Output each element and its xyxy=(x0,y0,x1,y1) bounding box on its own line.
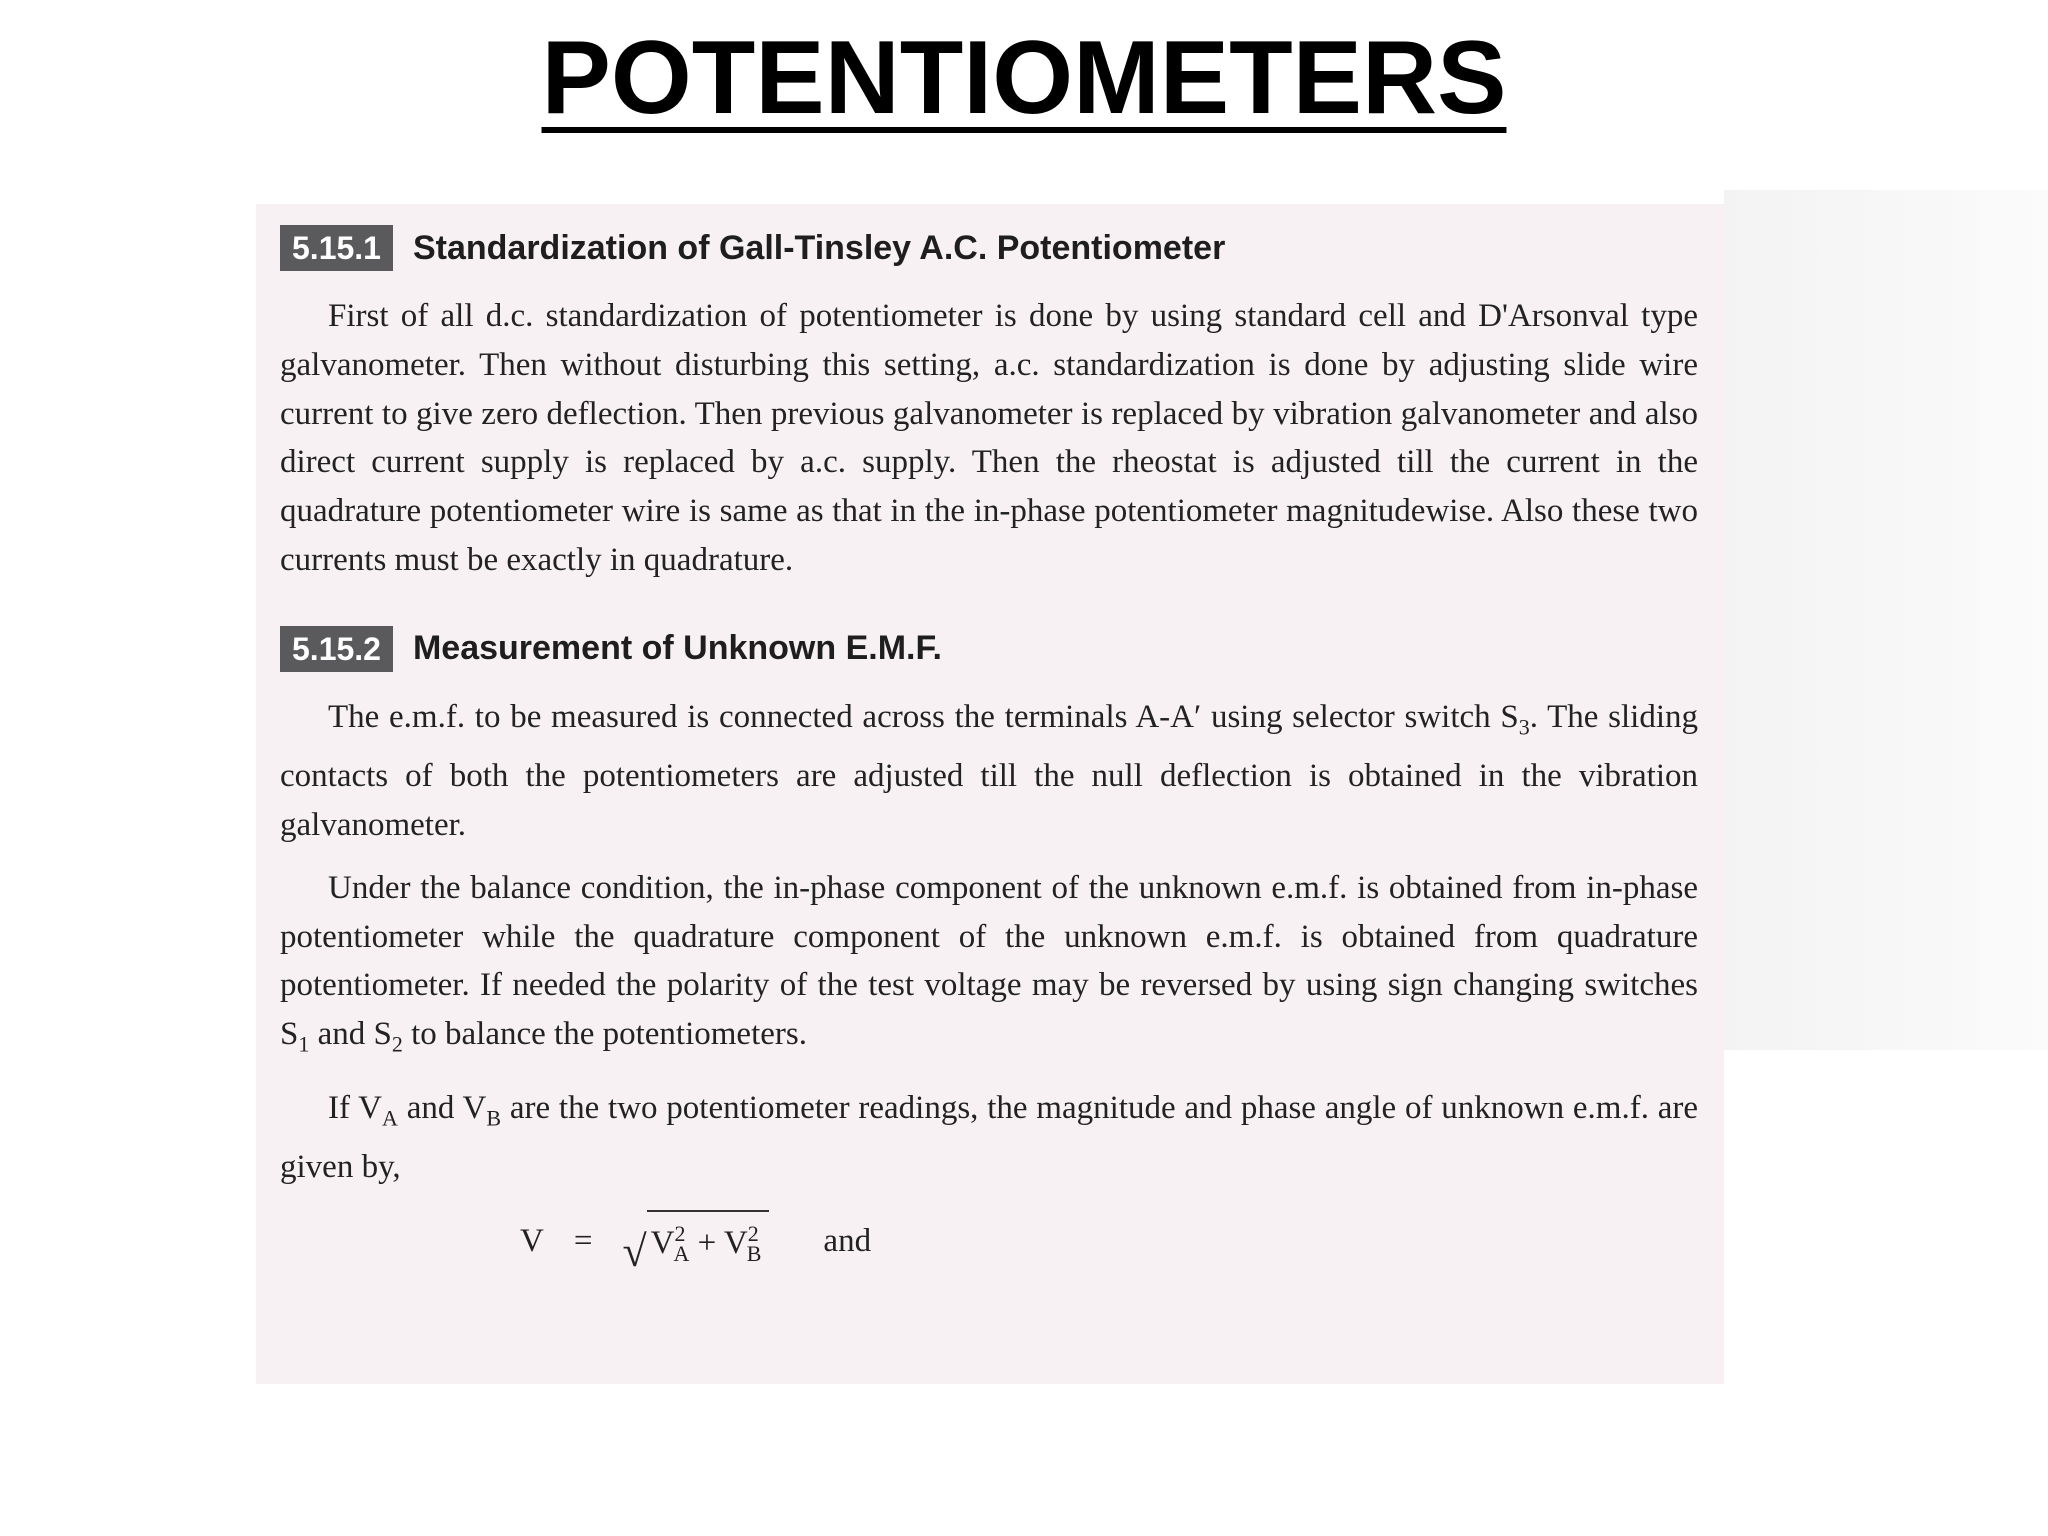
measurement-paragraph-3: If $V_A$ and $V_B$ are the two potentiometer readings, the magnitude and phase angle of unknown e.m.f. are given by, xyxy=(280,1089,1699,1185)
section-heading-5-15-2 xyxy=(280,625,1710,673)
magnitude-formula xyxy=(520,1200,1710,1284)
measurement-paragraph-2: Under the balance condition, the in-phase component of the unknown e.m.f. is obtained from in-phase potentiometer while the quadrature component of the unknown e.m.f. is obtained from quadrature potentiometer. If needed the polarity of the test voltage may be reversed by using sign changing switches $S_1$ and $S_2$ to balance the potentiometers. xyxy=(280,869,1698,1057)
standardization-paragraph: First of all d.c. standardization of potentiometer is done by using standard cell and D'Arsonval type galvanometer. Then without disturbing this setting, a.c. standardization is done by adjusting slide wire current to give zero deflection. Then previous galvanometer is replaced by vibration galvanometer and also direct current supply is replaced by a.c. supply. Then the rheostat is adjusted till the current in the quadrature potentiometer wire is same as that in the in-phase potentiometer magnitudewise. Also these two currents must be exactly in quadrature. xyxy=(280,298,1698,578)
section-number: 5.15.2 xyxy=(280,626,393,672)
slide-title-text: POTENTIOMETERS xyxy=(541,20,1507,136)
slide-title xyxy=(0,18,2048,138)
section-title: Measurement of Unknown E.M.F. xyxy=(412,629,942,668)
radical-icon: √ xyxy=(622,1226,647,1276)
scanned-page xyxy=(256,204,1724,1384)
formula-and: and xyxy=(823,1223,872,1260)
scan-edge-shadow xyxy=(1724,190,2048,1050)
section-title: Standardization of Gall-Tinsley A.C. Potentiometer xyxy=(412,228,1226,267)
measurement-paragraph-1: The e.m.f. to be measured is connected across the terminals A-A′ using selector switch $S_3$. The sliding contacts of both the potentiometers are adjusted till the null deflection is obtained in the vibration galvanometer. xyxy=(280,698,1698,843)
radicand: $V^2_A + V^2_B$ xyxy=(647,1210,770,1274)
square-root xyxy=(622,1210,769,1274)
formula-equals: = xyxy=(573,1223,593,1260)
section-number: 5.15.1 xyxy=(280,225,393,271)
formula-lhs: V xyxy=(520,1223,544,1260)
section-heading-5-15-1 xyxy=(280,224,1710,272)
